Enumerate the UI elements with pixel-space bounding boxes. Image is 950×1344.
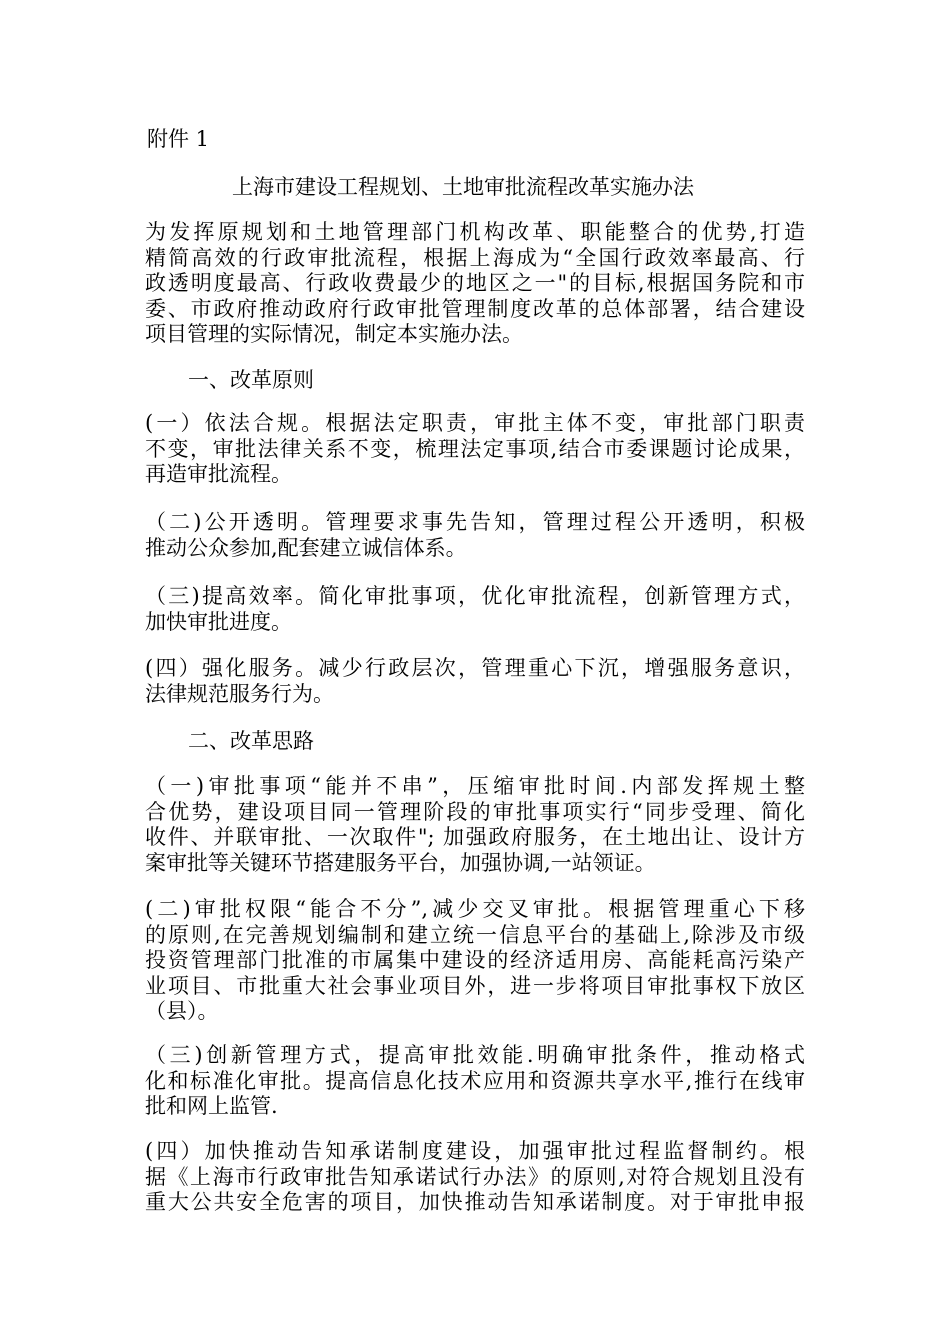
paragraph-line: 精简高效的行政审批流程，根据上海成为“全国行政效率最高、行 xyxy=(145,245,805,270)
attachment-label: 附件 1 xyxy=(147,127,210,151)
paragraph-line: 再造审批流程。 xyxy=(145,462,292,486)
principle-item-1 xyxy=(145,411,805,488)
intro-paragraph xyxy=(145,220,805,348)
approach-item-2 xyxy=(145,897,805,1025)
paragraph-line: 的原则,在完善规划编制和建立统一信息平台的基础上,除涉及市级 xyxy=(145,922,805,947)
approach-item-4 xyxy=(145,1139,805,1216)
paragraph-line: （县）。 xyxy=(145,999,219,1023)
paragraph-line: （二)公开透明。管理要求事先告知，管理过程公开透明，积极 xyxy=(145,510,805,534)
principle-item-3 xyxy=(145,584,805,635)
paragraph-line: 化和标准化审批。提高信息化技术应用和资源共享水平,推行在线审 xyxy=(145,1068,805,1093)
paragraph-line: 加快审批进度。 xyxy=(145,609,292,634)
paragraph-line: 委、市政府推动政府行政审批管理制度改革的总体部署，结合建设 xyxy=(145,296,805,321)
paragraph-line: 业项目、市批重大社会事业项目外，进一步将项目审批事权下放区 xyxy=(145,973,805,998)
paragraph-line: 合优势，建设项目同一管理阶段的审批事项实行“同步受理、简化 xyxy=(145,799,805,824)
paragraph-line: 重大公共安全危害的项目，加快推动告知承诺制度。对于审批申报 xyxy=(145,1190,805,1214)
paragraph-line: 批和网上监管. xyxy=(145,1094,278,1118)
approach-item-1 xyxy=(145,774,805,876)
paragraph-line: 政透明度最高、行政收费最少的地区之一"的目标,根据国务院和市 xyxy=(145,271,805,295)
paragraph-line: (四）加快推动告知承诺制度建设，加强审批过程监督制约。根 xyxy=(145,1139,805,1163)
paragraph-line: 项目管理的实际情况，制定本实施办法。 xyxy=(145,322,523,346)
paragraph-line: （三)提高效率。简化审批事项，优化审批流程，创新管理方式， xyxy=(145,584,805,608)
paragraph-line: （一)审批事项“能并不串”，压缩审批时间.内部发挥规土整 xyxy=(145,774,805,798)
paragraph-line: 法律规范服务行为。 xyxy=(145,681,334,706)
paragraph-line: (二)审批权限“能合不分”,减少交叉审批。根据管理重心下移 xyxy=(145,897,805,921)
principle-item-4 xyxy=(145,656,805,707)
paragraph-line: （三)创新管理方式，提高审批效能.明确审批条件，推动格式 xyxy=(145,1043,805,1067)
section-heading-principles: 一、改革原则 xyxy=(188,368,314,392)
principle-item-2 xyxy=(145,510,805,561)
paragraph-line: 推动公众参加,配套建立诚信体系。 xyxy=(145,535,467,560)
paragraph-line: 投资管理部门批准的市属集中建设的经济适用房、高能耗高污染产 xyxy=(145,948,805,972)
paragraph-line: 收件、并联审批、一次取件"; 加强政府服务，在土地出让、设计方 xyxy=(145,825,805,849)
paragraph-line: (四）强化服务。减少行政层次，管理重心下沉，增强服务意识， xyxy=(145,656,805,680)
paragraph-line: (一）依法合规。根据法定职责，审批主体不变，审批部门职责 xyxy=(145,411,805,435)
paragraph-line: 为发挥原规划和土地管理部门机构改革、职能整合的优势,打造 xyxy=(145,220,805,244)
approach-item-3 xyxy=(145,1043,805,1120)
paragraph-line: 案审批等关键环节搭建服务平台，加强协调,一站领证。 xyxy=(145,850,656,875)
paragraph-line: 据《上海市行政审批告知承诺试行办法》的原则,对符合规划且没有 xyxy=(145,1164,805,1189)
paragraph-line: 不变，审批法律关系不变，梳理法定事项,结合市委课题讨论成果， xyxy=(145,436,805,461)
document-title: 上海市建设工程规划、土地审批流程改革实施办法 xyxy=(232,175,694,199)
section-heading-approach: 二、改革思路 xyxy=(188,729,314,753)
